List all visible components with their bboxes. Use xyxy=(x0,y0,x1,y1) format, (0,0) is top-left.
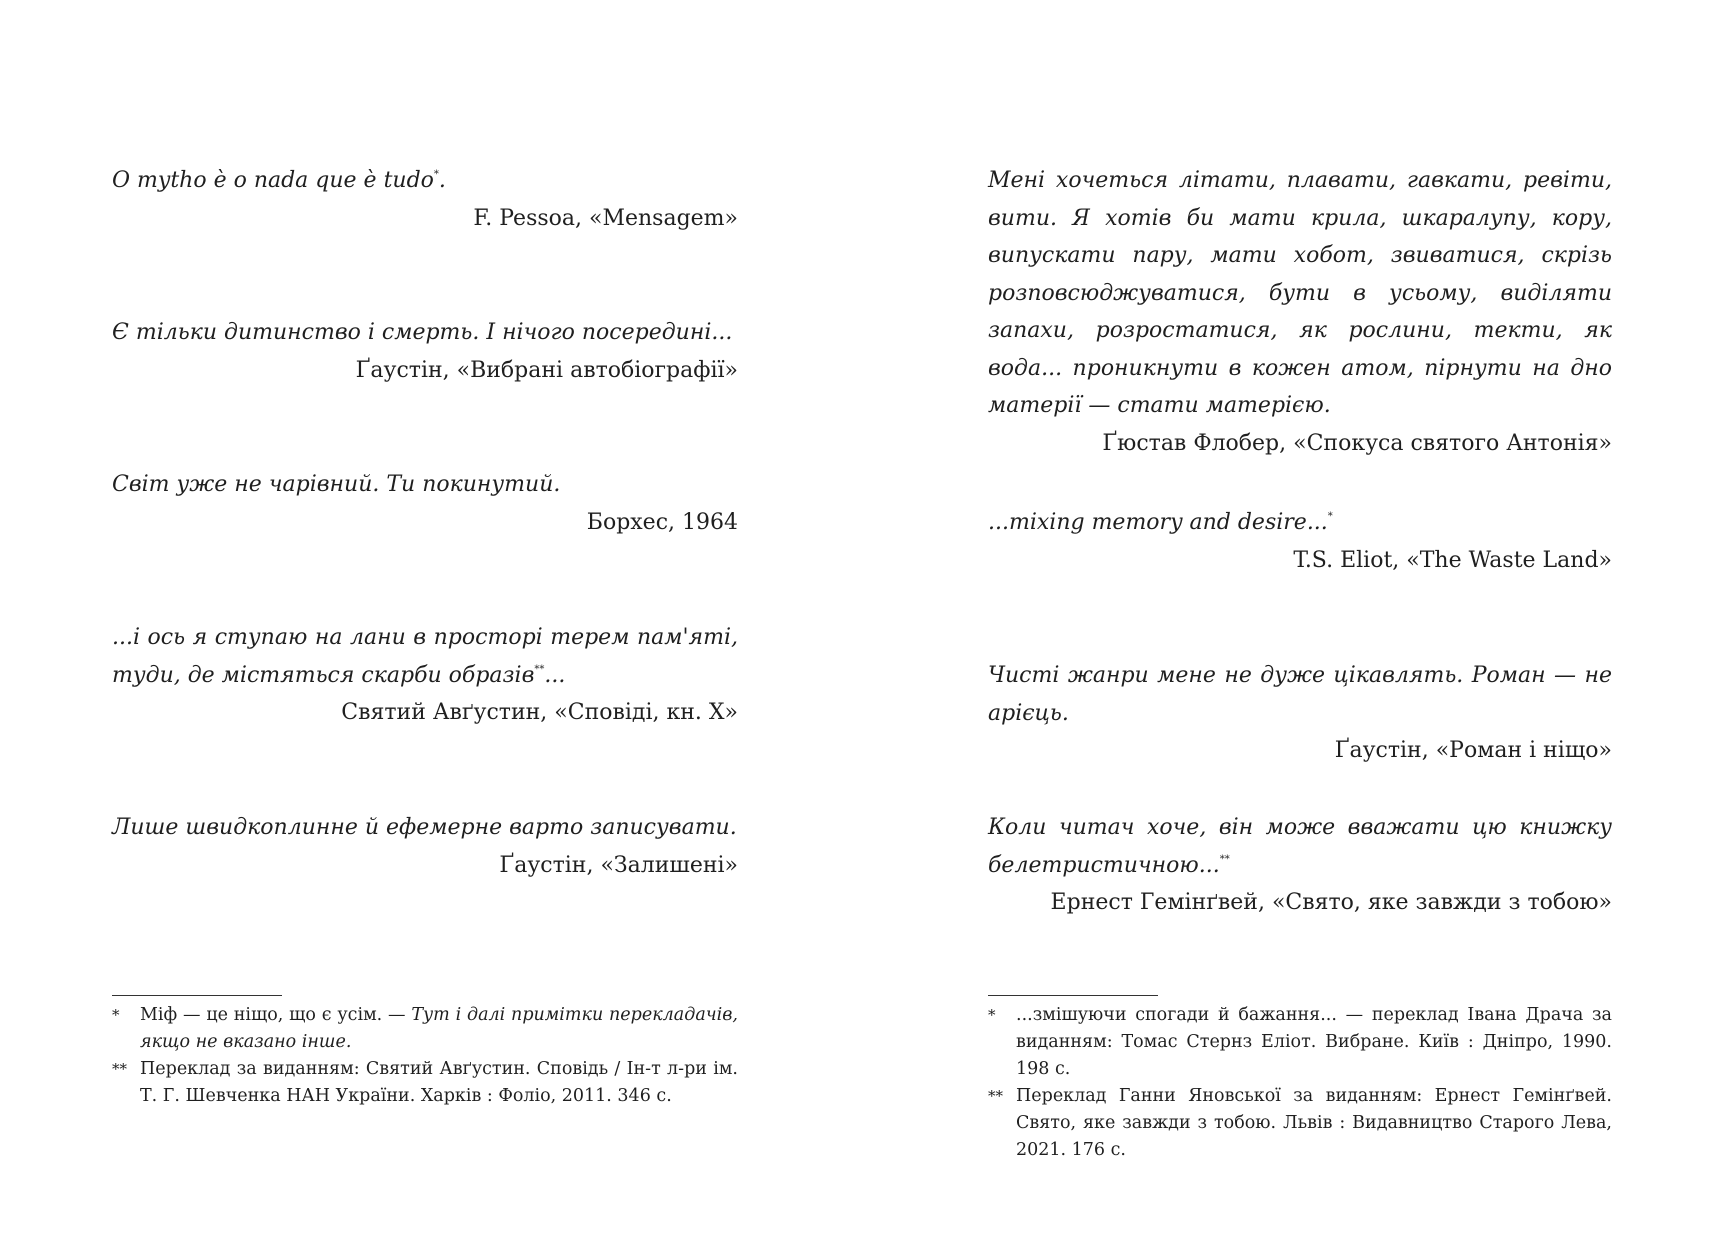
epigraph-pessoa xyxy=(112,162,738,237)
epigraph-attribution: Борхес, 1964 xyxy=(586,509,738,535)
epigraph-flaubert xyxy=(988,162,1612,462)
footnote-divider xyxy=(988,995,1158,996)
footnote-marker: * xyxy=(433,169,439,180)
left-page xyxy=(112,0,738,1258)
footnote-mark: * xyxy=(112,1006,120,1024)
epigraph-attribution: Ґаустін, «Залишені» xyxy=(499,852,738,878)
footnote-marker: ** xyxy=(534,663,545,675)
epigraph-eliot xyxy=(988,504,1612,579)
footnote-text: ...змішуючи спогади й бажання... — переклад Івана Драча за виданням: Томас Стернз Еліот. Вибране. Київ : Дніпро, 1990. 198 с. xyxy=(1016,1005,1612,1079)
epigraph-gaustin-novel xyxy=(988,657,1612,770)
footnote-mark: ** xyxy=(988,1087,1003,1105)
epigraph-quote: Мені хочеться літати, плавати, гавкати, ревіти, вити. Я хотів би мати крила, шкаралупу, кору, випускати пару, мати хобот, звиватися, скрізь розповсюджуватися, бути в усьому, виділяти запахи, розростатися, як рослини, текти, як вода... проникнути в кожен атом, пірнути на дно матерії — стати матерією. xyxy=(988,168,1612,418)
footnote xyxy=(112,1002,738,1056)
epigraph-quote: Чисті жанри мене не дуже цікавлять. Роман — не арієць. xyxy=(988,663,1612,726)
epigraph-attribution: Ґюстав Флобер, «Спокуса святого Антонія» xyxy=(1102,430,1612,456)
footnote-marker: * xyxy=(1327,511,1333,522)
epigraph-gaustin-autobiographies xyxy=(112,314,738,389)
epigraph-quote: ...mixing memory and desire...* xyxy=(988,510,1333,535)
epigraph-attribution: F. Pessoa, «Mensagem» xyxy=(473,205,738,231)
footnote-text: Міф — це ніщо, що є усім. — Тут і далі примітки перекладачів, якщо не вказано інше. xyxy=(140,1005,738,1052)
footnote xyxy=(988,1002,1612,1083)
footnote-text: Переклад Ганни Яновської за виданням: Ернест Гемінґвей. Свято, яке завжди з тобою. Львів : Видавництво Старого Лева, 2021. 176 с. xyxy=(1016,1086,1612,1160)
footnote xyxy=(988,1083,1612,1164)
epigraph-attribution: Ернест Гемінґвей, «Свято, яке завжди з тобою» xyxy=(1050,890,1612,915)
footnotes xyxy=(112,1002,738,1110)
epigraph-quote: Лише швидкоплинне й ефемерне варто записувати. xyxy=(112,815,737,840)
epigraph-quote: Коли читач хоче, він може вважати цю книжку белетристичною...** xyxy=(988,815,1612,878)
footnote xyxy=(112,1056,738,1110)
footnote-text: Переклад за виданням: Святий Авґустин. Сповідь / Ін-т л-ри ім. Т. Г. Шевченка НАН України. Харків : Фоліо, 2011. 346 с. xyxy=(140,1059,738,1106)
footnote-marker: ** xyxy=(1219,853,1230,865)
epigraph-attribution: Ґаустін, «Вибрані автобіографії» xyxy=(355,357,738,383)
epigraph-hemingway xyxy=(988,809,1612,922)
epigraph-quote: ...і ось я ступаю на лани в просторі терем пам'яті, туди, де містяться скарби образів**... xyxy=(112,625,738,688)
epigraph-attribution: Ґаустін, «Роман і ніщо» xyxy=(1334,738,1612,763)
right-page xyxy=(988,0,1612,1258)
epigraph-attribution: T.S. Eliot, «The Waste Land» xyxy=(1293,547,1612,573)
footnote-mark: ** xyxy=(112,1060,127,1078)
footnotes xyxy=(988,1002,1612,1164)
epigraph-attribution: Святий Авґустин, «Сповіді, кн. X» xyxy=(341,700,738,725)
epigraph-borges xyxy=(112,466,738,541)
epigraph-augustine xyxy=(112,619,738,732)
epigraph-quote: O mytho è o nada que è tudo*. xyxy=(112,168,446,193)
footnote-mark: * xyxy=(988,1006,996,1024)
epigraph-quote: Є тільки дитинство і смерть. І нічого посередині... xyxy=(112,320,733,345)
epigraph-gaustin-left-behind xyxy=(112,809,738,884)
epigraph-quote: Світ уже не чарівний. Ти покинутий. xyxy=(112,472,561,497)
footnote-divider xyxy=(112,995,282,996)
